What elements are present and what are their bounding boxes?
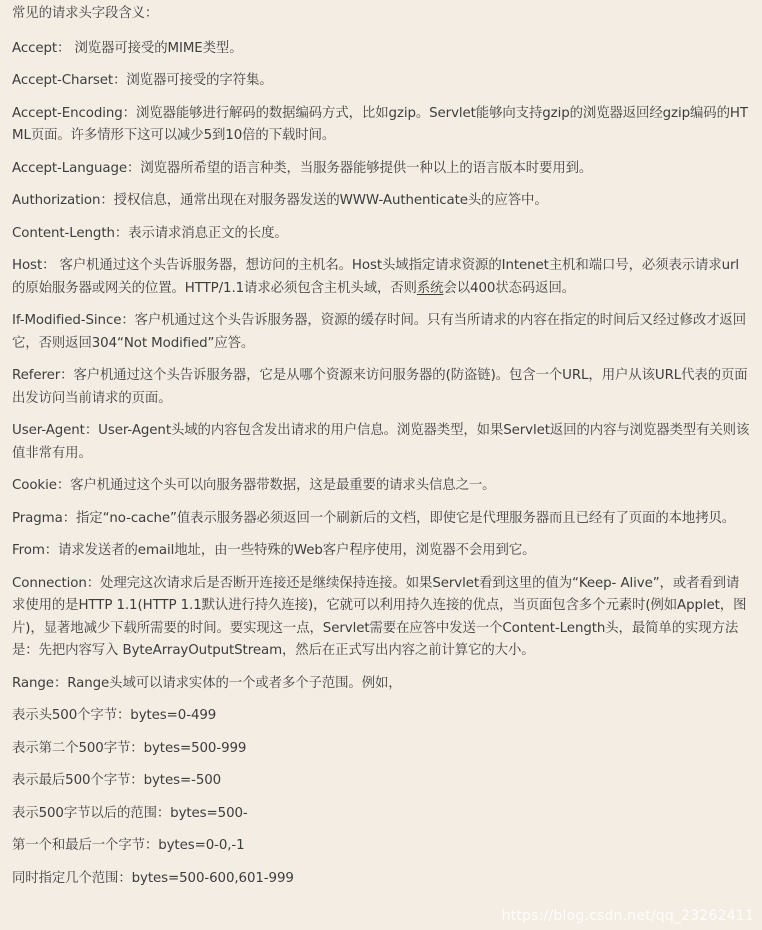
range-example-last-500: 表示最后500个字节：bytes=-500 [12, 773, 222, 788]
entry-cookie: Cookie：客户机通过这个头可以向服务器带数据，这是最重要的请求头信息之一。 [12, 478, 496, 493]
range-example-first-500: 表示头500个字节：bytes=0-499 [12, 708, 217, 723]
entry-user-agent: User-Agent：User-Agent头域的内容包含发出请求的用户信息。浏览器类型，如果Servlet返回的内容与浏览器类型有关则该值非常有用。 [12, 423, 750, 461]
entry-authorization: Authorization：授权信息，通常出现在对服务器发送的WWW-Authenticate头的应答中。 [12, 193, 548, 208]
range-example-after-500: 表示500字节以后的范围：bytes=500- [12, 805, 248, 821]
entry-host-text: Host： 客户机通过这个头告诉服务器，想访问的主机名。Host头域指定请求资源的Intenet主机和端口号，必须表示请求url的原始服务器或网关的位置。HTTP/1.1请求必须包含主机头域，否则 [12, 258, 740, 296]
entry-accept-charset: Accept-Charset：浏览器可接受的字符集。 [12, 73, 273, 88]
article-body [12, 3, 752, 900]
watermark: https://blog.csdn.net/qq_23262411 [501, 908, 754, 924]
entry-if-modified-since: If-Modified-Since：客户机通过这个头告诉服务器，资源的缓存时间。只有当所请求的内容在指定的时间后又经过修改才返回它，否则返回304“Not Modified”应答。 [12, 313, 746, 351]
entry-pragma: Pragma：指定“no-cache”值表示服务器必须返回一个刷新后的文档，即使它是代理服务器而且已经有了页面的本地拷贝。 [12, 510, 736, 526]
range-example-second-500: 表示第二个500字节：bytes=500-999 [12, 740, 247, 756]
entry-accept-language: Accept-Language：浏览器所希望的语言种类，当服务器能够提供一种以上的语言版本时要用到。 [12, 160, 593, 176]
entry-host-text-end: 会以400状态码返回。 [443, 280, 576, 296]
range-example-multiple: 同时指定几个范围：bytes=500-600,601-999 [12, 870, 294, 886]
entry-accept-encoding: Accept-Encoding：浏览器能够进行解码的数据编码方式，比如gzip。Servlet能够向支持gzip的浏览器返回经gzip编码的HTML页面。许多情形下这可以减少5到10倍的下载时间。 [12, 105, 748, 143]
intro-heading: 常见的请求头字段含义： [12, 6, 159, 21]
entry-connection: Connection：处理完这次请求后是否断开连接还是继续保持连接。如果Servlet看到这里的值为“Keep- Alive”，或者看到请求使用的是HTTP 1.1(HTTP 1.1默认进行持久连接)，它就可以利用持久连接的优点，当页面包含多个元素时(例如Applet，图片)，显著地减少下载所需要的时间。要实现这一点，Servlet需要在应答中发送一个Content-Length头，最简单的实现方法是：先把内容写入 ByteArrayOutputStream，然后在正式写出内容之前计算它的大小。 [12, 575, 747, 658]
system-link[interactable]: 系统 [416, 280, 444, 296]
entry-accept: Accept： 浏览器可接受的MIME类型。 [12, 40, 243, 56]
entry-range: Range：Range头域可以请求实体的一个或者多个子范围。例如， [12, 675, 402, 691]
entry-referer: Referer：客户机通过这个头告诉服务器，它是从哪个资源来访问服务器的(防盗链)。包含一个URL，用户从该URL代表的页面出发访问当前请求的页面。 [12, 368, 748, 406]
range-example-first-last: 第一个和最后一个字节：bytes=0-0,-1 [12, 838, 245, 853]
entry-content-length: Content-Length：表示请求消息正文的长度。 [12, 225, 288, 241]
entry-host [12, 255, 752, 300]
entry-from: From：请求发送者的email地址，由一些特殊的Web客户程序使用，浏览器不会用到它。 [12, 543, 536, 558]
